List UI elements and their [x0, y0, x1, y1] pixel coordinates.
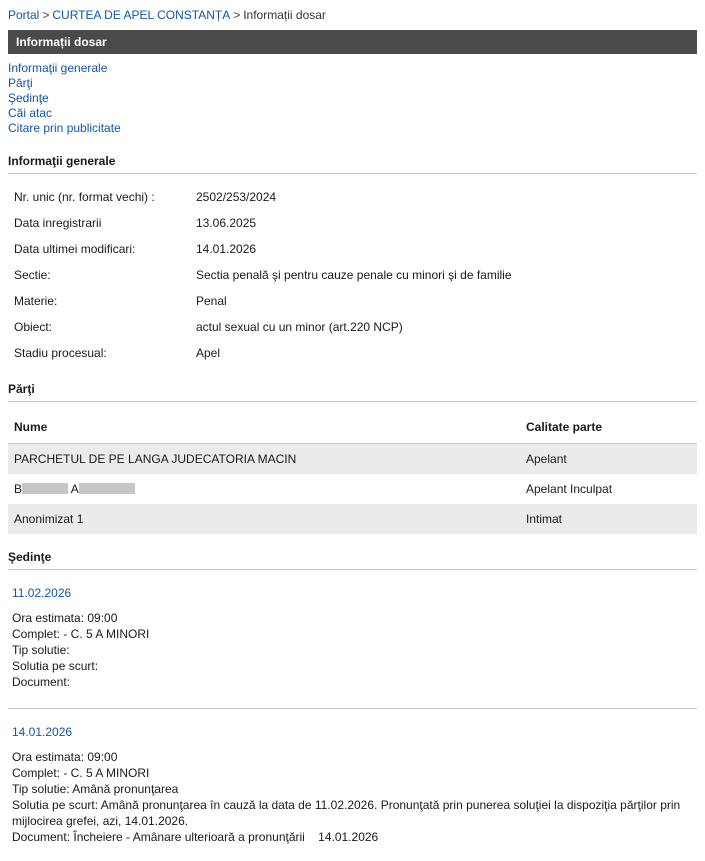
hearing-date: 11.02.2026	[12, 586, 72, 600]
table-row	[8, 314, 697, 340]
hearing-item-2	[8, 709, 697, 855]
breadcrumb-separator-2: >	[233, 8, 241, 22]
table-row	[8, 210, 697, 236]
section-heading-parties: Părţi	[8, 382, 697, 402]
hearing-complet: Complet: - C. 5 A MINORI	[12, 766, 150, 780]
info-label-data-ultimei-modificari: Data ultimei modificari:	[14, 242, 136, 256]
redaction-block	[22, 483, 68, 494]
anchor-link-cai-atac[interactable]: Căi atac	[8, 106, 53, 120]
hearing-ora-estimata: Ora estimata: 09:00	[12, 750, 118, 764]
info-label-materie: Materie:	[14, 294, 58, 308]
table-row	[8, 504, 697, 534]
party-name: PARCHETUL DE PE LANGA JUDECATORIA MACIN	[8, 444, 520, 475]
info-value-data-ultimei-modificari: 14.01.2026	[196, 242, 257, 256]
party-role: Apelant	[520, 444, 697, 475]
party-name-initial: B	[14, 482, 23, 496]
info-label-nr-unic: Nr. unic (nr. format vechi) :	[14, 190, 155, 204]
info-label-data-inregistrarii: Data inregistrarii	[14, 216, 102, 230]
party-role: Intimat	[520, 504, 697, 534]
anchor-link-list	[0, 54, 705, 138]
section-heading-general: Informaţii generale	[8, 154, 697, 174]
info-value-materie: Penal	[196, 294, 227, 308]
parties-table	[8, 410, 697, 534]
section-heading-hearings: Şedinţe	[8, 550, 697, 570]
party-name-redacted	[8, 474, 520, 504]
table-header-row	[8, 410, 697, 444]
hearing-ora-estimata: Ora estimata: 09:00	[12, 611, 118, 625]
anchor-link-parti[interactable]: Părţi	[8, 76, 33, 90]
hearing-solutia-pe-scurt: Solutia pe scurt: Amână pronunţarea în cauză la data de 11.02.2026. Pronunţată prin punerea soluţiei la dispoziţia părţilor prin mijlocirea grefei, azi, 14.01.2026.	[12, 798, 684, 828]
party-role: Apelant Inculpat	[526, 482, 613, 496]
table-row	[8, 474, 697, 504]
info-label-sectie: Sectie:	[14, 268, 51, 282]
hearing-details	[8, 600, 697, 700]
anchor-link-informatii-generale[interactable]: Informaţii generale	[8, 61, 108, 75]
column-header-nume: Nume	[8, 410, 520, 444]
info-value-sectie: Sectia penală şi pentru cauze penale cu minori şi de familie	[196, 268, 512, 282]
hearing-solutia-pe-scurt: Solutia pe scurt:	[12, 659, 99, 673]
party-name-initial-2: A	[70, 482, 79, 496]
hearing-item-1	[8, 570, 697, 700]
hearing-details	[8, 739, 697, 855]
breadcrumb-current: Informații dosar	[243, 8, 326, 22]
breadcrumb-link-portal[interactable]: Portal	[8, 8, 40, 22]
hearing-document: Document:	[12, 675, 71, 689]
table-row	[8, 236, 697, 262]
hearing-document: Document: Încheiere - Amânare ulterioară a pronunţării 14.01.2026	[12, 830, 379, 844]
table-row	[8, 262, 697, 288]
anchor-link-sedinte[interactable]: Şedinţe	[8, 91, 49, 105]
breadcrumb	[0, 0, 705, 28]
table-row	[8, 184, 697, 210]
info-value-stadiu-procesual: Apel	[196, 346, 221, 360]
info-value-obiect: actul sexual cu un minor (art.220 NCP)	[196, 320, 403, 334]
table-row	[8, 444, 697, 475]
page-title: Informații dosar	[8, 30, 697, 54]
breadcrumb-separator: >	[42, 8, 50, 22]
hearing-tip-solutie: Tip solutie:	[12, 643, 70, 657]
info-value-data-inregistrarii: 13.06.2025	[196, 216, 257, 230]
bottom-spacer	[0, 855, 705, 861]
table-row	[8, 288, 697, 314]
general-info-table	[8, 184, 697, 366]
party-name: Anonimizat 1	[8, 504, 520, 534]
hearing-tip-solutie: Tip solutie: Amână pronunţarea	[12, 782, 179, 796]
column-header-calitate-parte: Calitate parte	[520, 410, 697, 444]
hearing-complet: Complet: - C. 5 A MINORI	[12, 627, 150, 641]
anchor-link-citare-publicitate[interactable]: Citare prin publicitate	[8, 121, 121, 135]
info-value-nr-unic: 2502/253/2024	[196, 190, 277, 204]
redaction-block-2	[79, 483, 135, 494]
info-label-obiect: Obiect:	[14, 320, 53, 334]
hearing-date: 14.01.2026	[12, 725, 73, 739]
info-label-stadiu-procesual: Stadiu procesual:	[14, 346, 107, 360]
breadcrumb-link-court[interactable]: CURTEA DE APEL CONSTANȚA	[52, 8, 231, 22]
table-row	[8, 340, 697, 366]
